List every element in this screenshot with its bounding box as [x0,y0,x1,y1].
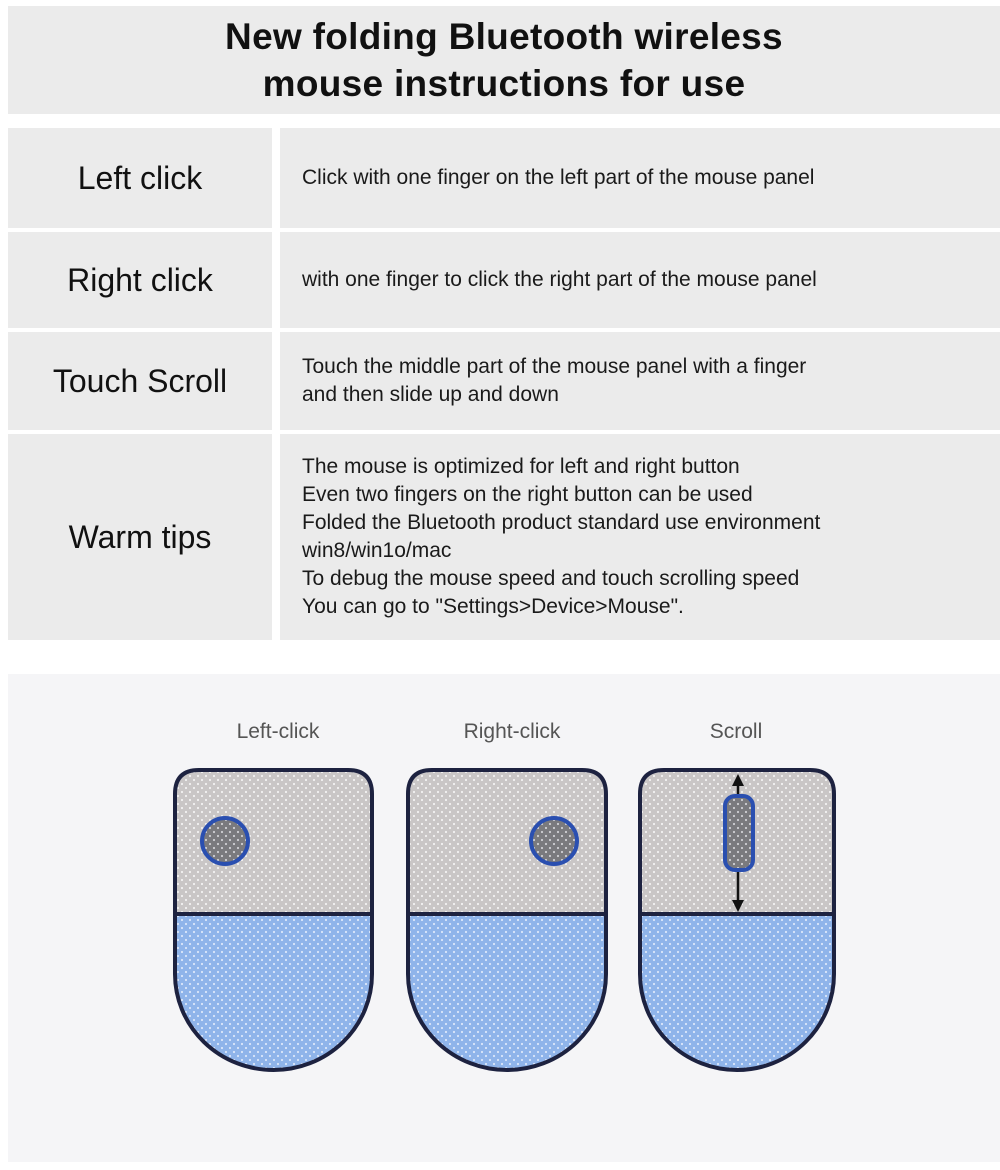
page-title: New folding Bluetooth wireless mouse instructions for use [225,16,783,104]
description-line: with one finger to click the right part of the mouse panel [302,268,817,291]
mouse-right-click [408,770,606,1070]
instructions-table [8,128,1000,640]
table-row-warm-tips [8,434,1000,640]
touch-point-icon [531,818,577,864]
gesture-diagram [8,674,1000,1162]
row-label: Right click [8,232,272,328]
mouse-left-click [175,770,372,1070]
table-row-right-click [8,232,1000,328]
table-row-left-click [8,128,1000,228]
row-label: Warm tips [8,434,272,640]
description-line: win8/win1o/mac [302,539,452,562]
scroll-touch-strip-icon [725,796,753,870]
description-line: Even two fingers on the right button can be used [302,483,753,506]
row-description [280,232,1000,328]
row-description [280,434,1000,640]
label-left-click: Left-click [236,720,320,743]
row-description [280,128,1000,228]
mouse-scroll [640,770,834,1070]
touch-point-icon [202,818,248,864]
mice-illustration [8,674,1000,1162]
label-right-click: Right-click [463,720,561,743]
title-banner [8,6,1000,114]
label-scroll: Scroll [709,720,763,743]
description-line: and then slide up and down [302,383,559,406]
table-row-touch-scroll [8,332,1000,430]
description-line: Click with one finger on the left part of the mouse panel [302,166,815,189]
row-label: Touch Scroll [8,332,272,430]
description-line: Touch the middle part of the mouse panel with a finger [302,355,807,378]
row-label: Left click [8,128,272,228]
row-description [280,332,1000,430]
description-line: You can go to "Settings>Device>Mouse". [302,595,684,618]
description-line: Folded the Bluetooth product standard use environment [302,511,821,534]
description-line: To debug the mouse speed and touch scrolling speed [302,567,800,590]
description-line: The mouse is optimized for left and right button [302,455,740,478]
